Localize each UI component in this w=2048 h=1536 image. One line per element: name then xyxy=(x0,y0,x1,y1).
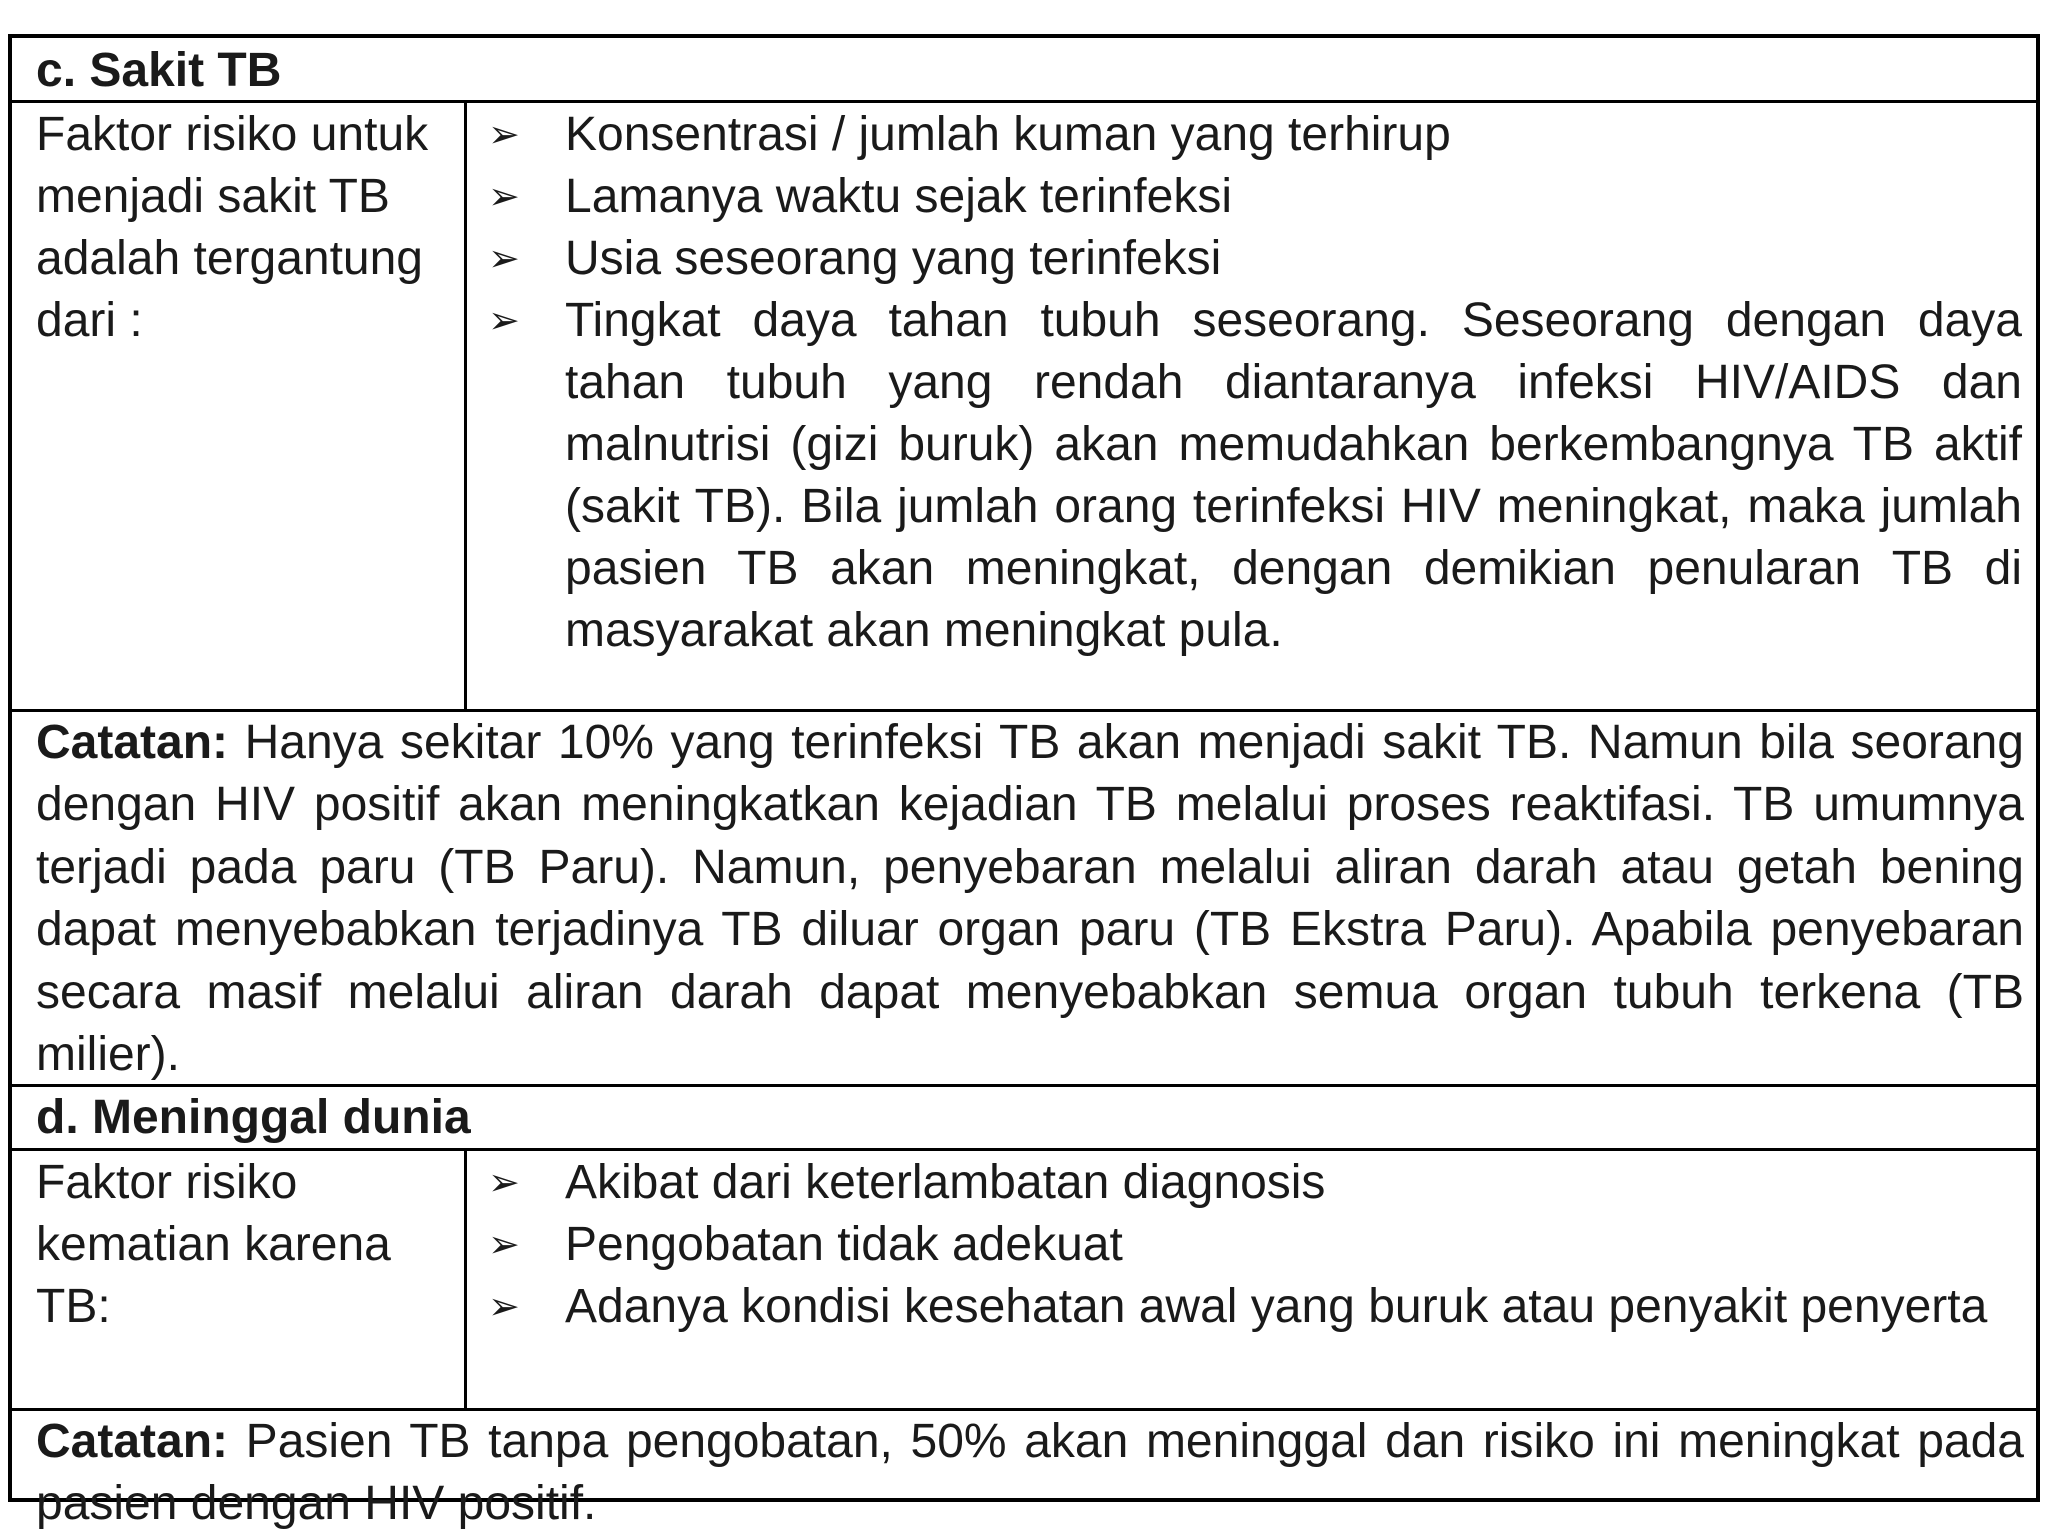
arrow-bullet-icon: ➢ xyxy=(488,176,520,218)
divider xyxy=(12,1148,2036,1151)
arrow-bullet-icon: ➢ xyxy=(488,114,520,156)
arrow-bullet-icon: ➢ xyxy=(488,1162,520,1204)
section-c-title: c. Sakit TB xyxy=(36,44,282,97)
divider xyxy=(12,100,2036,103)
note-text: Hanya sekitar 10% yang terinfeksi TB akan menjadi sakit TB. Namun bila seorang dengan HIV positif akan meningkatkan kejadian TB melalui proses reaktifasi. TB umumnya terjadi pada paru (TB Paru). Namun, penyebaran melalui aliran darah atau getah bening dapat menyebabkan terjadinya TB diluar organ paru (TB Ekstra Paru). Apabila penyebaran secara masif melalui aliran darah dapat menyebabkan semua organ tubuh terkena (TB milier). xyxy=(36,716,2024,1082)
arrow-bullet-icon: ➢ xyxy=(488,1286,520,1328)
section-c-note xyxy=(36,712,2024,1086)
column-divider xyxy=(464,1148,467,1411)
note-label: Catatan: xyxy=(36,716,229,769)
arrow-bullet-icon: ➢ xyxy=(488,300,520,342)
column-divider xyxy=(464,100,467,712)
arrow-bullet-icon: ➢ xyxy=(488,238,520,280)
section-c-label: Faktor risiko untuk menjadi sakit TB adalah tergantung dari : xyxy=(36,108,429,347)
section-d-factors xyxy=(470,1152,2022,1404)
section-d-note xyxy=(36,1411,2024,1531)
list-item: ➢ Akibat dari keterlambatan diagnosis xyxy=(470,1152,2022,1214)
note-text: Pasien TB tanpa pengobatan, 50% akan meninggal dan risiko ini meningkat pada pasien dengan HIV positif. xyxy=(36,1415,2024,1531)
section-c-factors xyxy=(470,104,2022,704)
section-d-title: d. Meninggal dunia xyxy=(36,1091,471,1144)
section-d-label: Faktor risiko kematian karena TB: xyxy=(36,1156,391,1333)
note-label: Catatan: xyxy=(36,1415,229,1468)
list-item: ➢ Usia seseorang yang terinfeksi xyxy=(470,228,2022,290)
tb-risk-table xyxy=(8,34,2040,1531)
list-item: ➢ Tingkat daya tahan tubuh seseorang. Seseorang dengan daya tahan tubuh yang rendah diantaranya infeksi HIV/AIDS dan malnutrisi (gizi buruk) akan memudahkan berkembangnya TB aktif (sakit TB). Bila jumlah orang terinfeksi HIV meningkat, maka jumlah pasien TB akan meningkat, dengan demikian penularan TB di masyarakat akan meningkat pula. xyxy=(470,290,2022,662)
list-item: ➢ Lamanya waktu sejak terinfeksi xyxy=(470,166,2022,228)
list-item: ➢ Pengobatan tidak adekuat xyxy=(470,1214,2022,1276)
list-item: ➢ Adanya kondisi kesehatan awal yang buruk atau penyakit penyerta xyxy=(470,1276,2022,1338)
section-d-bullet-list xyxy=(470,1152,2022,1338)
section-c-bullet-list xyxy=(470,104,2022,662)
arrow-bullet-icon: ➢ xyxy=(488,1224,520,1266)
list-item: ➢ Konsentrasi / jumlah kuman yang terhirup xyxy=(470,104,2022,166)
